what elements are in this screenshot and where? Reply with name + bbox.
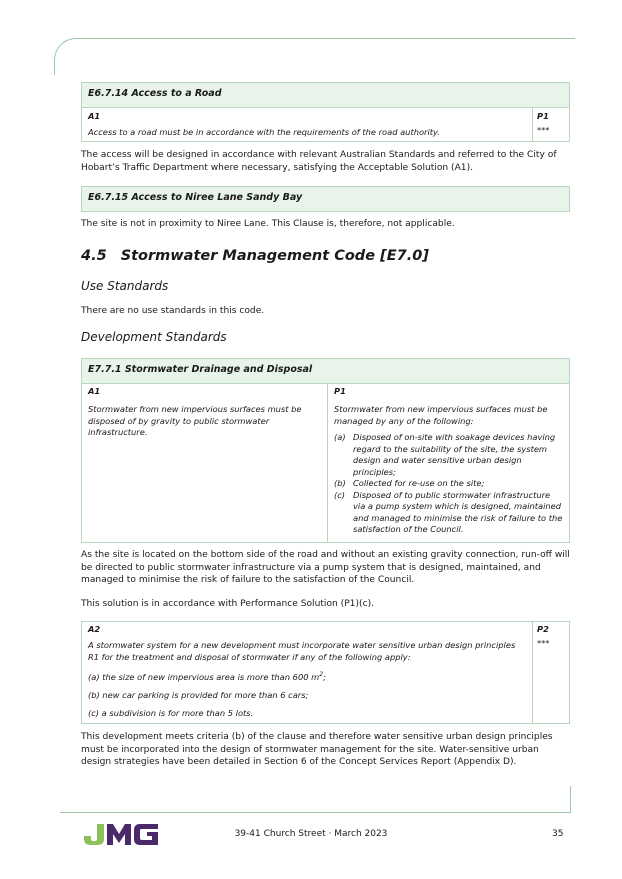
table-title: E6.7.15 Access to Niree Lane Sandy Bay (82, 187, 569, 211)
performance-criteria-cell (532, 108, 569, 142)
criterion-a: (a) the size of new impervious area is more than 600 $m^2$; (88, 671, 326, 682)
cell-text: Access to a road must be in accordance with the requirements of the road authority. (88, 127, 440, 137)
acceptable-solution-cell (82, 108, 532, 142)
table-e771 (81, 358, 570, 543)
cell-text: A stormwater system for a new development must incorporate water sensitive urban design principles R1 for the treatment and disposal of stormwater if any of the following apply: (88, 640, 516, 662)
criteria-list (334, 432, 563, 536)
cell-text: *** (537, 125, 550, 135)
cell-heading: A1 (88, 111, 101, 121)
criterion-c: (c) a subdivision is for more than 5 lots. (88, 707, 254, 718)
paragraph: As the site is located on the bottom side of the road and without an existing gravity connection, run-off will be directed to public stormwater infrastructure via a pump system that is designed, maintained, and managed to minimise the risk of failure to the satisfaction of the Council. (81, 550, 570, 585)
page-frame-bottom (60, 786, 571, 813)
paragraph: This solution is in accordance with Performance Solution (P1)(c). (81, 599, 375, 609)
cell-heading: P2 (537, 624, 549, 634)
paragraph: There are no use standards in this code. (81, 306, 265, 316)
cell-heading: P1 (537, 111, 549, 121)
subheading: Use Standards (81, 279, 169, 293)
performance-criteria-cell (532, 622, 569, 723)
subheading: Development Standards (81, 330, 227, 344)
table-title: E6.7.14 Access to a Road (82, 83, 569, 107)
cell-heading: A2 (88, 624, 101, 634)
cell-text: *** (537, 638, 550, 648)
table-e6715 (81, 186, 570, 212)
table-title: E7.7.1 Stormwater Drainage and Disposal (82, 359, 569, 383)
performance-criteria-cell (327, 384, 569, 543)
acceptable-solution-cell (82, 622, 532, 723)
table-e6714 (81, 82, 570, 142)
paragraph: The site is not in proximity to Niree Lane. This Clause is, therefore, not applicable. (81, 219, 455, 229)
criterion-b: (b) new car parking is provided for more than 6 cars; (88, 689, 309, 700)
cell-text: Stormwater from new impervious surfaces must be disposed of by gravity to public stormwater infrastructure. (88, 404, 302, 437)
footer-text: 39-41 Church Street · March 2023 (234, 829, 388, 839)
list-item: (a) Disposed of on-site with soakage devices having regard to the suitability of the site, the system design and water sensitive urban design principles; (334, 432, 556, 477)
paragraph: This development meets criteria (b) of the clause and therefore water sensitive urban design principles must be incorporated into the design of stormwater management for the site. Water-sensitive urban design strategies have been detailed in Section 6 of the Concept Services Report (Appendix D). (81, 732, 553, 767)
section-heading (81, 248, 429, 264)
table-a2 (81, 621, 570, 724)
list-item: (b) Collected for re-use on the site; (334, 478, 485, 488)
section-title: Stormwater Management Code [E7.0] (120, 248, 429, 264)
list-item: (c) Disposed of to public stormwater infrastructure via a pump system which is designed, maintained and managed to minimise the risk of failure to the satisfaction of the Council. (334, 489, 563, 534)
page-frame-top (54, 38, 575, 75)
section-number: 4.5 (81, 248, 107, 264)
paragraph: The access will be designed in accordance with relevant Australian Standards and referred to the City of Hobart’s Traffic Department where necessary, satisfying the Acceptable Solution (A1). (81, 150, 557, 173)
acceptable-solution-cell (82, 384, 327, 543)
page-number: 35 (552, 829, 564, 839)
cell-text: Stormwater from new impervious surfaces must be managed by any of the following: (334, 404, 548, 426)
cell-heading: P1 (334, 386, 346, 396)
cell-heading: A1 (88, 386, 101, 396)
